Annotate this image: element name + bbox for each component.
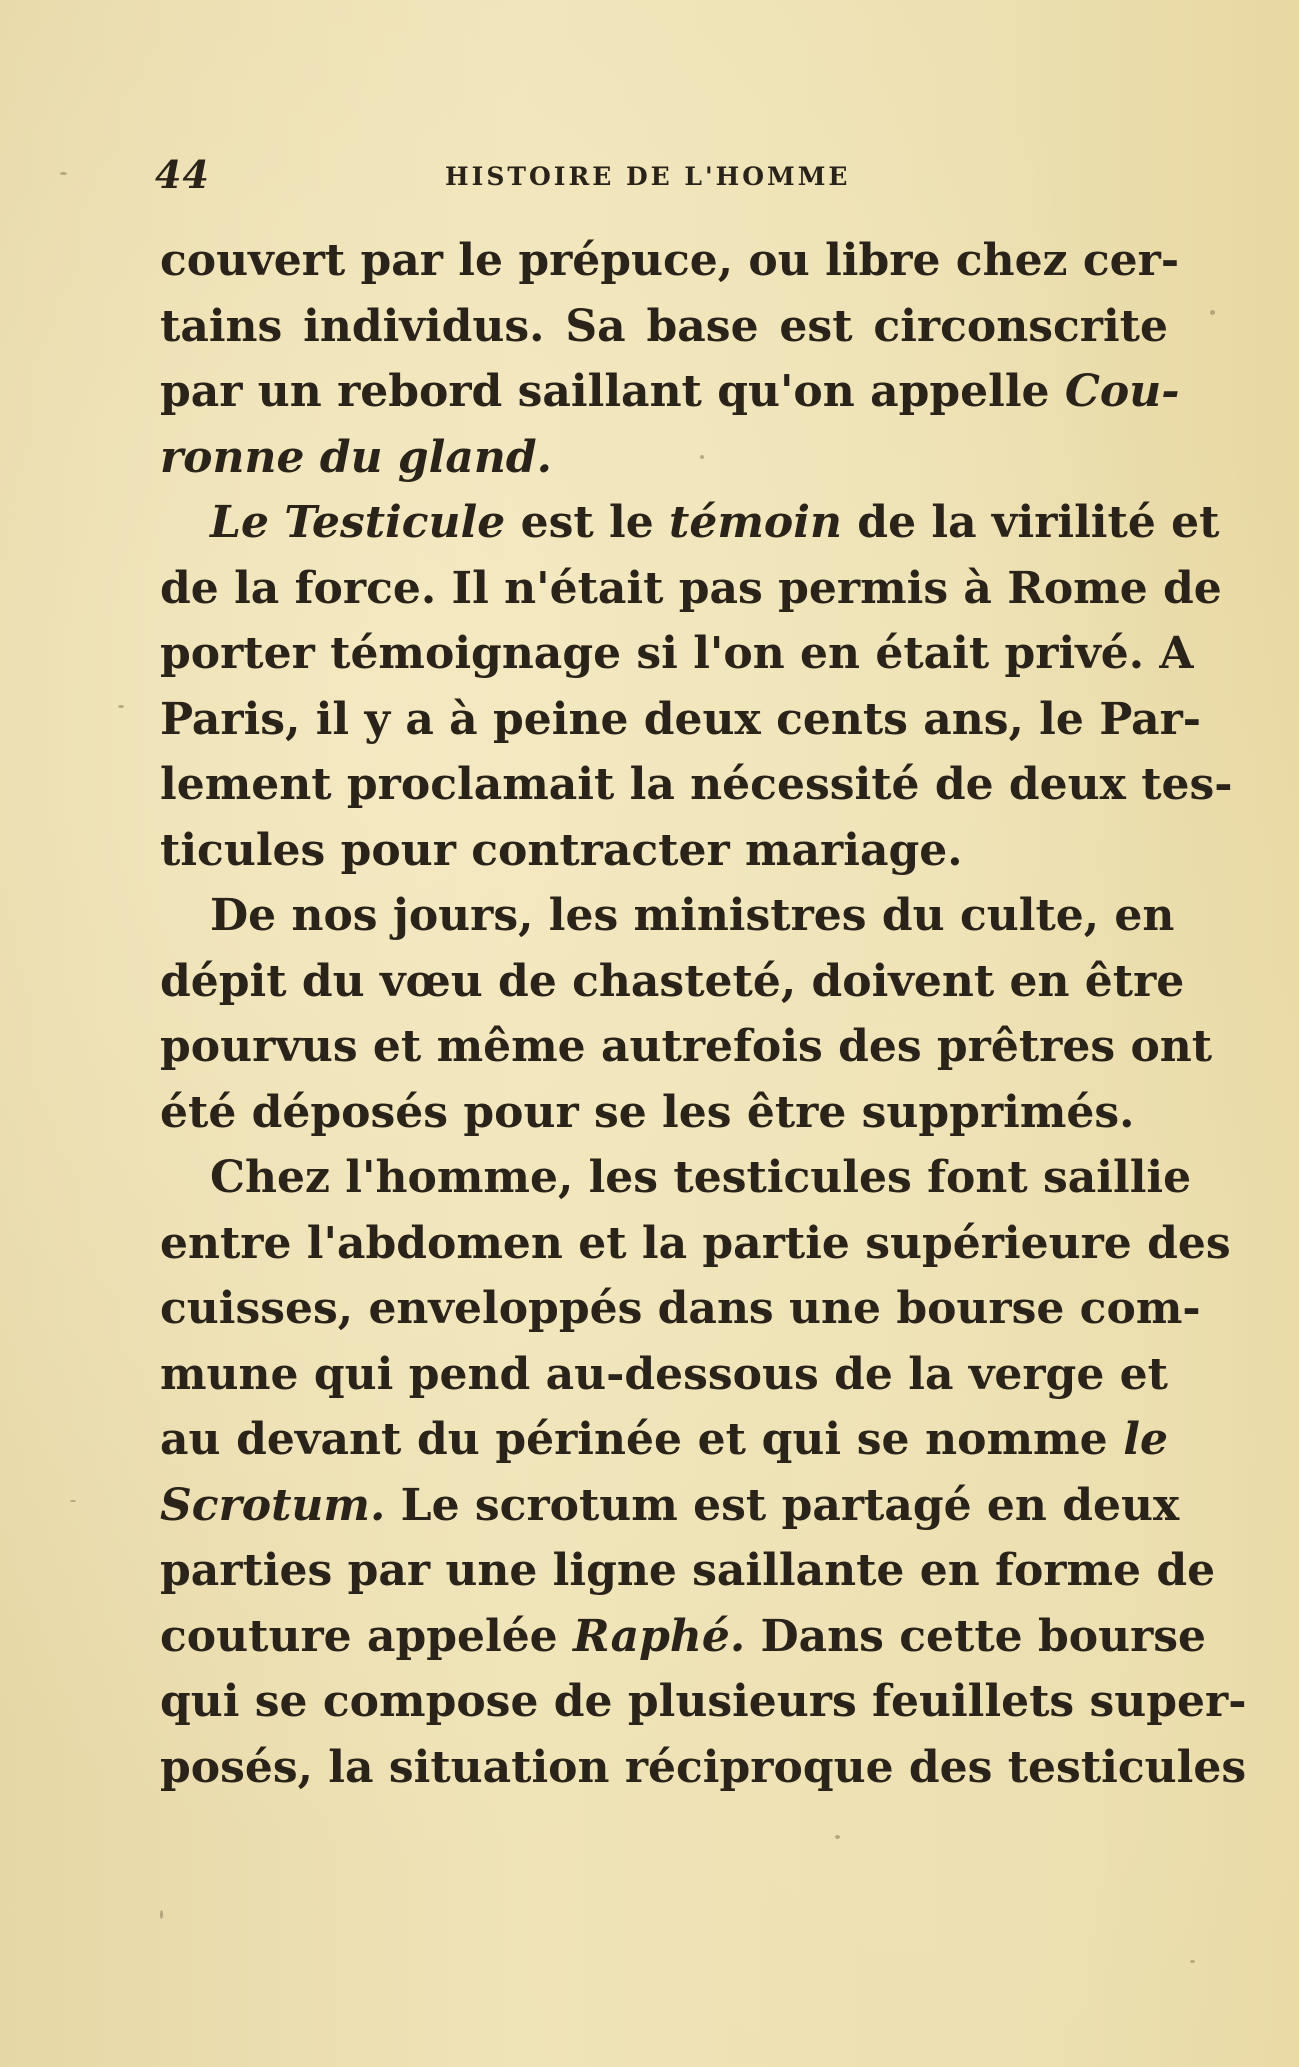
italic-term: Cou- xyxy=(1064,366,1180,417)
text-line: couvert par le prépuce, ou libre chez cer- xyxy=(160,235,1180,286)
paper-speck xyxy=(60,172,67,175)
text-line: lement proclamait la nécessité de deux tes- xyxy=(160,759,1233,810)
text-line: qui se compose de plusieurs feuillets super- xyxy=(160,1676,1247,1727)
text-line: dépit du vœu de chasteté, doivent en être xyxy=(160,955,1185,1007)
text-line: Paris, il y a à peine deux cents ans, le Par- xyxy=(160,693,1202,745)
italic-term: Raphé. xyxy=(573,1610,746,1662)
paper-speck xyxy=(70,1500,76,1502)
text-line: entre l'abdomen et la partie supérieure des xyxy=(160,1217,1231,1269)
paper-speck xyxy=(1190,1960,1195,1963)
page-number: 44 xyxy=(155,152,210,197)
paper-speck xyxy=(835,1835,840,1839)
text-line: pourvus et même autrefois des prêtres ont xyxy=(160,1021,1213,1072)
text-line: tains individus. Sa base est circonscrite xyxy=(160,300,1168,352)
text-line: été déposés pour se les être supprimés. xyxy=(160,1086,1135,1138)
text-line: ticules pour contracter mariage. xyxy=(160,824,963,876)
text-line: posés, la situation réciproque des testicules xyxy=(160,1741,1247,1793)
text-line: Le Testicule est le témoin de la virilité et xyxy=(210,497,1220,548)
text-line: couture appelée Raphé. Dans cette bourse xyxy=(160,1610,1207,1662)
text-line: cuisses, enveloppés dans une bourse com- xyxy=(160,1283,1201,1334)
text-line: mune qui pend au-dessous de la verge et xyxy=(160,1348,1168,1400)
running-head: HISTOIRE DE L'HOMME xyxy=(445,162,851,191)
italic-term: Le Testicule xyxy=(210,497,506,548)
paper-speck xyxy=(700,455,704,459)
paper-speck xyxy=(160,1910,163,1919)
text-line: porter témoignage si l'on en était privé. A xyxy=(160,628,1194,679)
text-line: parties par une ligne saillante en forme de xyxy=(160,1545,1216,1596)
text-line: Scrotum. Le scrotum est partagé en deux xyxy=(160,1479,1180,1531)
text-line: Chez l'homme, les testicules font saillie xyxy=(210,1152,1192,1203)
text-line xyxy=(160,425,1168,491)
text-line: de la force. Il n'était pas permis à Rome de xyxy=(160,562,1222,614)
italic-term: le xyxy=(1123,1414,1168,1465)
text-line: De nos jours, les ministres du culte, en xyxy=(210,890,1175,941)
text-line: au devant du périnée et qui se nomme le xyxy=(160,1414,1168,1465)
body-text xyxy=(160,228,1247,1800)
italic-term: ronne du gland. xyxy=(160,431,552,483)
page-header xyxy=(155,152,895,202)
italic-term: Scrotum. xyxy=(160,1479,386,1531)
italic-term: témoin xyxy=(669,497,842,548)
text-line: par un rebord saillant qu'on appelle Cou- xyxy=(160,366,1180,417)
paper-speck xyxy=(118,705,124,708)
paper-speck xyxy=(1210,310,1215,315)
